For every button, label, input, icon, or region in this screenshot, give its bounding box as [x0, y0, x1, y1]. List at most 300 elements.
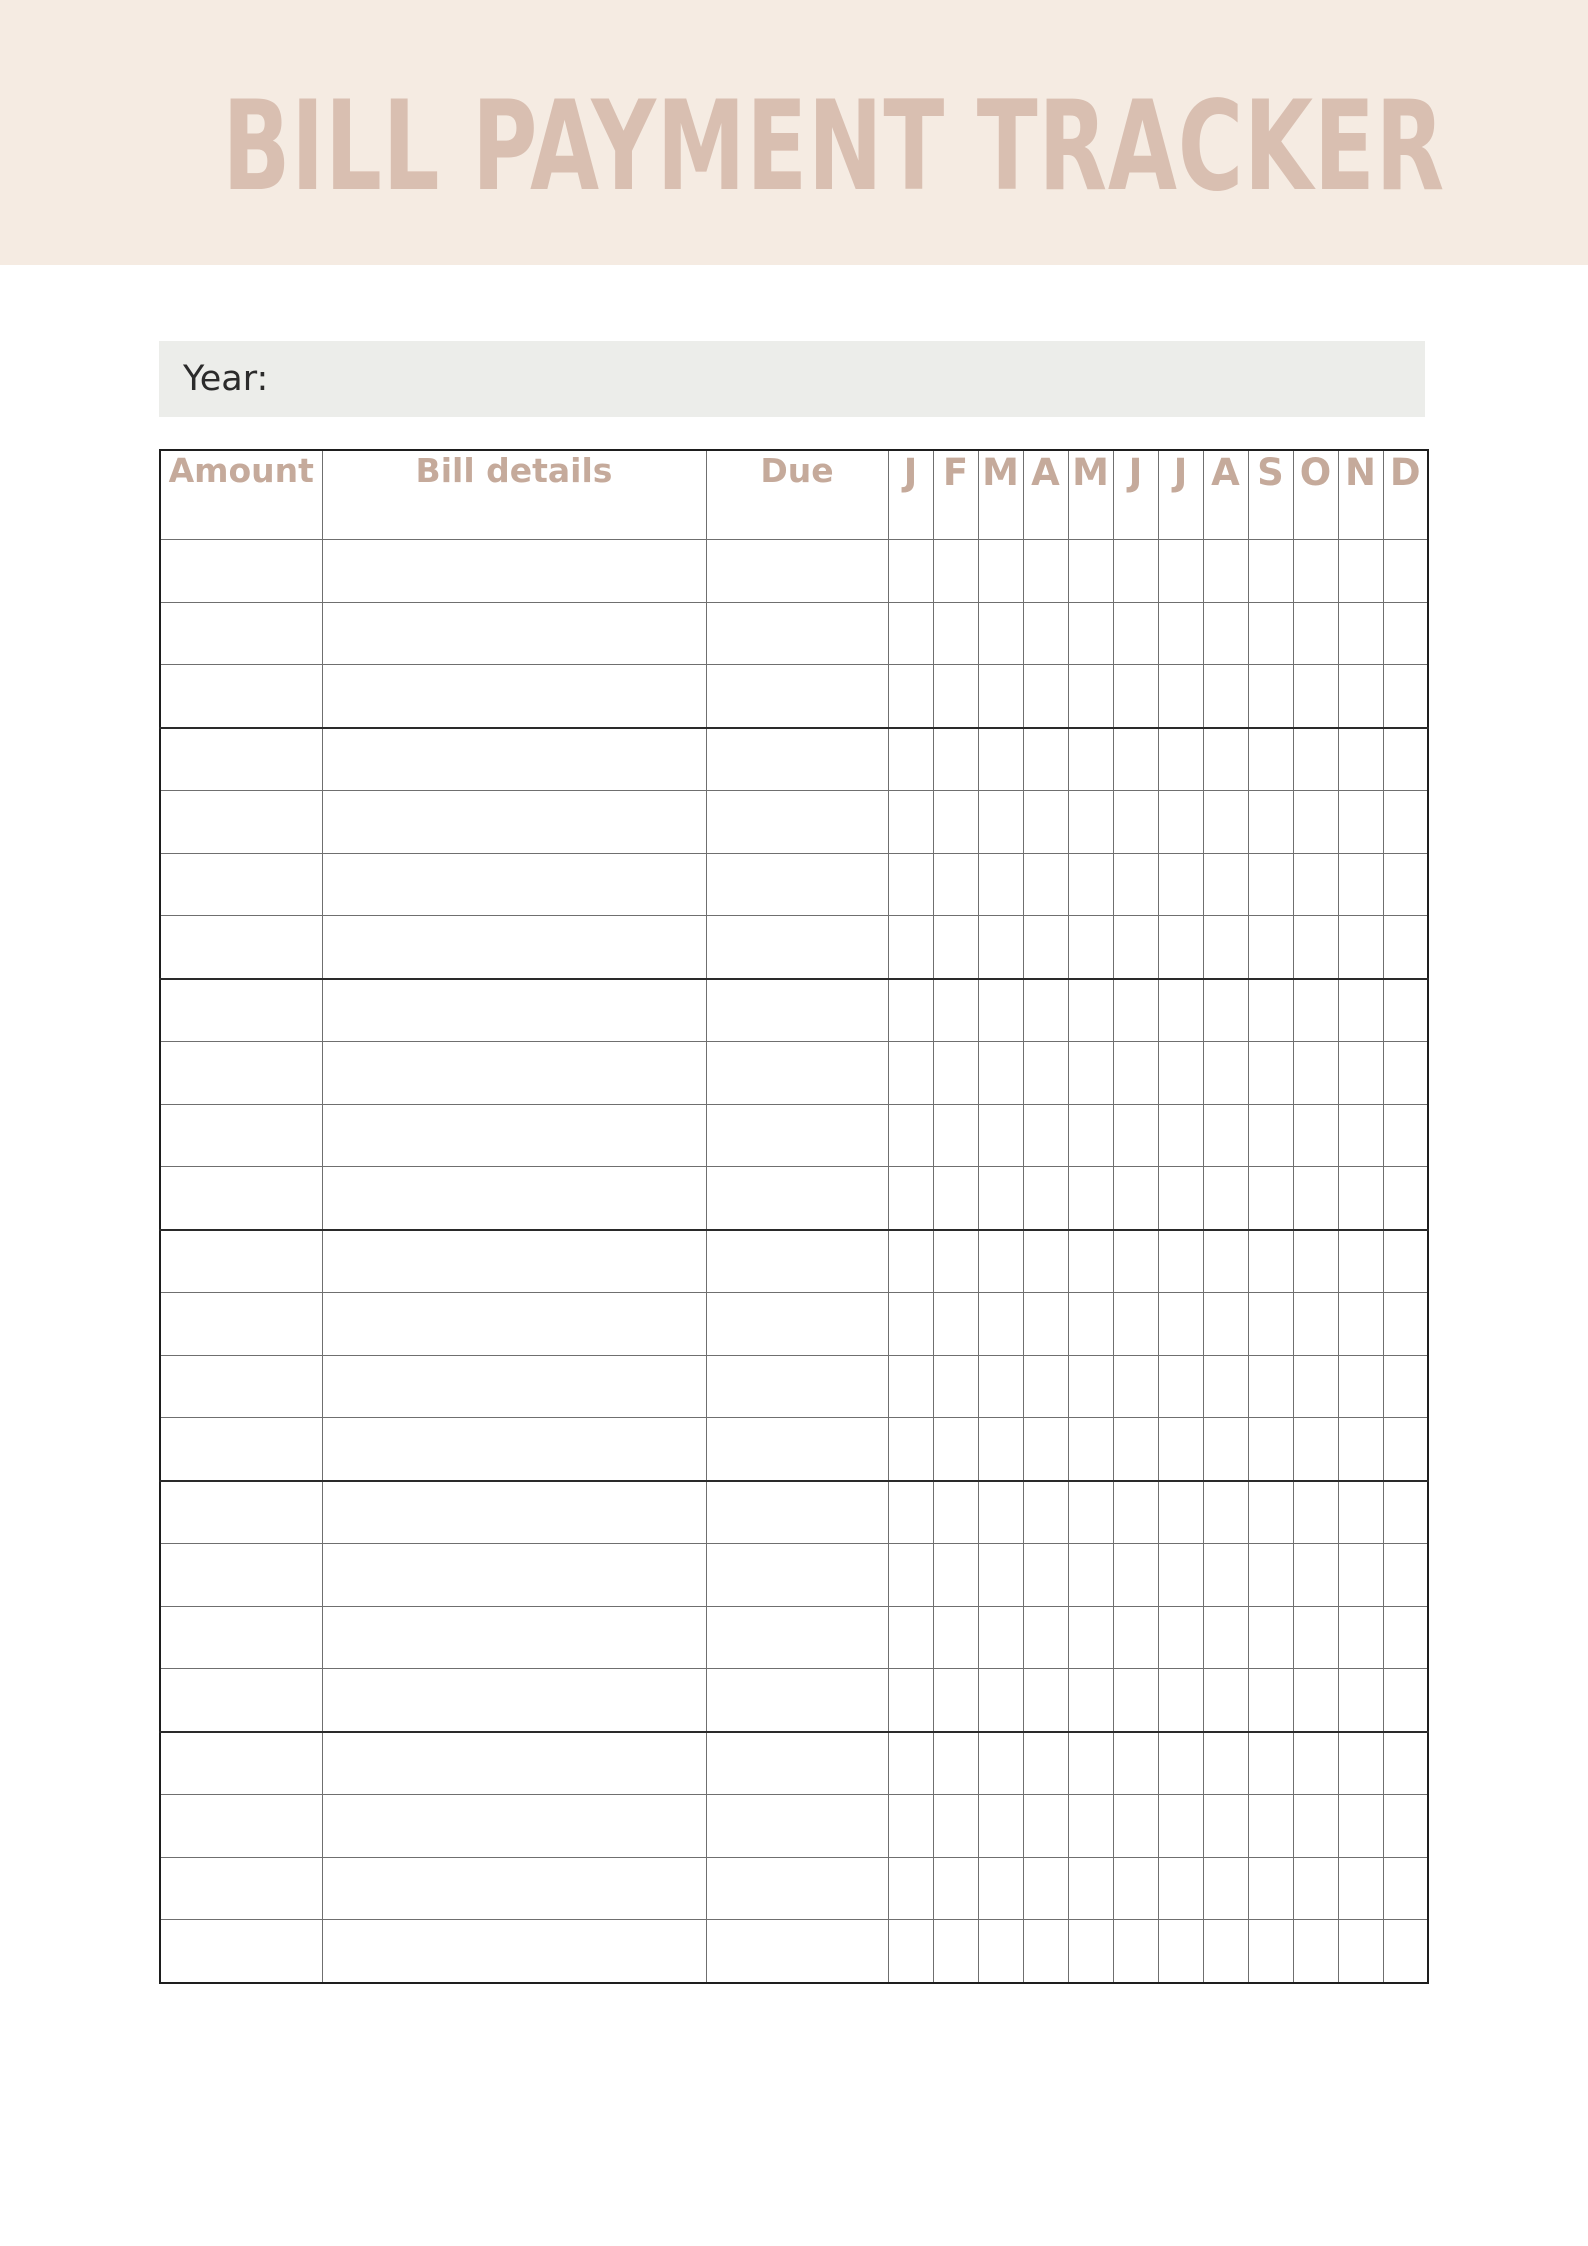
month-check-cell[interactable]	[1158, 1418, 1203, 1481]
month-check-cell[interactable]	[1068, 1857, 1113, 1920]
month-check-cell[interactable]	[1113, 916, 1158, 979]
month-check-cell[interactable]	[1068, 853, 1113, 916]
month-check-cell[interactable]	[1338, 1042, 1383, 1105]
month-check-cell[interactable]	[1248, 1795, 1293, 1858]
month-check-cell[interactable]	[1293, 1355, 1338, 1418]
month-check-cell[interactable]	[978, 1732, 1023, 1795]
month-check-cell[interactable]	[1293, 1481, 1338, 1544]
month-check-cell[interactable]	[1068, 665, 1113, 728]
month-check-cell[interactable]	[1158, 1669, 1203, 1732]
due-cell[interactable]	[706, 1418, 888, 1481]
month-check-cell[interactable]	[1338, 916, 1383, 979]
month-check-cell[interactable]	[1113, 1795, 1158, 1858]
month-check-cell[interactable]	[1068, 1355, 1113, 1418]
month-check-cell[interactable]	[1113, 1042, 1158, 1105]
month-check-cell[interactable]	[1203, 1606, 1248, 1669]
due-cell[interactable]	[706, 1544, 888, 1607]
month-check-cell[interactable]	[1248, 1042, 1293, 1105]
month-check-cell[interactable]	[978, 1042, 1023, 1105]
month-check-cell[interactable]	[1248, 1857, 1293, 1920]
month-check-cell[interactable]	[1203, 853, 1248, 916]
month-check-cell[interactable]	[1203, 979, 1248, 1042]
month-check-cell[interactable]	[1113, 665, 1158, 728]
month-check-cell[interactable]	[1158, 1355, 1203, 1418]
amount-cell[interactable]	[160, 1606, 322, 1669]
month-check-cell[interactable]	[1068, 916, 1113, 979]
month-check-cell[interactable]	[1338, 1293, 1383, 1356]
month-check-cell[interactable]	[888, 1669, 933, 1732]
month-check-cell[interactable]	[1293, 791, 1338, 854]
month-check-cell[interactable]	[1023, 728, 1068, 791]
month-check-cell[interactable]	[1158, 1230, 1203, 1293]
month-check-cell[interactable]	[1338, 1481, 1383, 1544]
month-check-cell[interactable]	[933, 665, 978, 728]
month-check-cell[interactable]	[1203, 1418, 1248, 1481]
month-check-cell[interactable]	[888, 1293, 933, 1356]
month-check-cell[interactable]	[1383, 1355, 1428, 1418]
month-check-cell[interactable]	[1113, 1167, 1158, 1230]
month-check-cell[interactable]	[1203, 1104, 1248, 1167]
month-check-cell[interactable]	[1023, 1104, 1068, 1167]
month-check-cell[interactable]	[1158, 1481, 1203, 1544]
month-check-cell[interactable]	[1158, 916, 1203, 979]
amount-cell[interactable]	[160, 1795, 322, 1858]
month-check-cell[interactable]	[888, 1418, 933, 1481]
month-check-cell[interactable]	[1293, 979, 1338, 1042]
month-check-cell[interactable]	[978, 1481, 1023, 1544]
month-check-cell[interactable]	[1113, 1606, 1158, 1669]
amount-cell[interactable]	[160, 791, 322, 854]
month-check-cell[interactable]	[978, 1606, 1023, 1669]
month-check-cell[interactable]	[1293, 728, 1338, 791]
due-cell[interactable]	[706, 1042, 888, 1105]
due-cell[interactable]	[706, 540, 888, 603]
month-check-cell[interactable]	[888, 1795, 933, 1858]
month-check-cell[interactable]	[888, 1732, 933, 1795]
month-check-cell[interactable]	[1158, 1042, 1203, 1105]
bill-details-cell[interactable]	[322, 1230, 706, 1293]
bill-details-cell[interactable]	[322, 1920, 706, 1983]
month-check-cell[interactable]	[1293, 1167, 1338, 1230]
bill-details-cell[interactable]	[322, 1167, 706, 1230]
amount-cell[interactable]	[160, 1669, 322, 1732]
month-check-cell[interactable]	[888, 1920, 933, 1983]
month-check-cell[interactable]	[933, 1481, 978, 1544]
month-check-cell[interactable]	[1248, 1418, 1293, 1481]
month-check-cell[interactable]	[1203, 1230, 1248, 1293]
month-check-cell[interactable]	[1023, 1481, 1068, 1544]
month-check-cell[interactable]	[978, 1920, 1023, 1983]
month-check-cell[interactable]	[1158, 791, 1203, 854]
month-check-cell[interactable]	[1248, 1355, 1293, 1418]
bill-details-cell[interactable]	[322, 1669, 706, 1732]
month-check-cell[interactable]	[1023, 979, 1068, 1042]
month-check-cell[interactable]	[1158, 1606, 1203, 1669]
month-check-cell[interactable]	[978, 1167, 1023, 1230]
amount-cell[interactable]	[160, 602, 322, 665]
month-check-cell[interactable]	[1338, 853, 1383, 916]
amount-cell[interactable]	[160, 1167, 322, 1230]
month-check-cell[interactable]	[1203, 1920, 1248, 1983]
due-cell[interactable]	[706, 1795, 888, 1858]
due-cell[interactable]	[706, 979, 888, 1042]
month-check-cell[interactable]	[1023, 1418, 1068, 1481]
bill-details-cell[interactable]	[322, 1606, 706, 1669]
month-check-cell[interactable]	[1338, 540, 1383, 603]
bill-details-cell[interactable]	[322, 665, 706, 728]
month-check-cell[interactable]	[1338, 1230, 1383, 1293]
month-check-cell[interactable]	[1293, 665, 1338, 728]
month-check-cell[interactable]	[978, 1230, 1023, 1293]
month-check-cell[interactable]	[1113, 1418, 1158, 1481]
month-check-cell[interactable]	[933, 1042, 978, 1105]
month-check-cell[interactable]	[1293, 1606, 1338, 1669]
month-check-cell[interactable]	[1293, 1920, 1338, 1983]
month-check-cell[interactable]	[933, 1544, 978, 1607]
bill-details-cell[interactable]	[322, 1293, 706, 1356]
month-check-cell[interactable]	[1023, 1230, 1068, 1293]
month-check-cell[interactable]	[1113, 1355, 1158, 1418]
month-check-cell[interactable]	[933, 1795, 978, 1858]
month-check-cell[interactable]	[978, 540, 1023, 603]
month-check-cell[interactable]	[1113, 1920, 1158, 1983]
month-check-cell[interactable]	[1383, 916, 1428, 979]
month-check-cell[interactable]	[933, 853, 978, 916]
month-check-cell[interactable]	[933, 1920, 978, 1983]
month-check-cell[interactable]	[1293, 1418, 1338, 1481]
due-cell[interactable]	[706, 1732, 888, 1795]
month-check-cell[interactable]	[933, 1669, 978, 1732]
month-check-cell[interactable]	[1068, 1042, 1113, 1105]
bill-details-cell[interactable]	[322, 1418, 706, 1481]
month-check-cell[interactable]	[1158, 1920, 1203, 1983]
month-check-cell[interactable]	[888, 1544, 933, 1607]
month-check-cell[interactable]	[1158, 979, 1203, 1042]
month-check-cell[interactable]	[1113, 540, 1158, 603]
month-check-cell[interactable]	[1113, 1481, 1158, 1544]
month-check-cell[interactable]	[933, 1230, 978, 1293]
month-check-cell[interactable]	[1203, 916, 1248, 979]
month-check-cell[interactable]	[1023, 791, 1068, 854]
month-check-cell[interactable]	[1383, 1230, 1428, 1293]
month-check-cell[interactable]	[1293, 1042, 1338, 1105]
month-check-cell[interactable]	[888, 1167, 933, 1230]
month-check-cell[interactable]	[1203, 728, 1248, 791]
month-check-cell[interactable]	[1158, 540, 1203, 603]
month-check-cell[interactable]	[1023, 1795, 1068, 1858]
month-check-cell[interactable]	[1023, 1920, 1068, 1983]
month-check-cell[interactable]	[1383, 540, 1428, 603]
month-check-cell[interactable]	[1158, 602, 1203, 665]
bill-details-cell[interactable]	[322, 1795, 706, 1858]
month-check-cell[interactable]	[888, 1104, 933, 1167]
month-check-cell[interactable]	[1158, 728, 1203, 791]
month-check-cell[interactable]	[1293, 916, 1338, 979]
month-check-cell[interactable]	[1383, 1606, 1428, 1669]
month-check-cell[interactable]	[1203, 540, 1248, 603]
month-check-cell[interactable]	[1383, 1104, 1428, 1167]
month-check-cell[interactable]	[978, 979, 1023, 1042]
month-check-cell[interactable]	[978, 1669, 1023, 1732]
month-check-cell[interactable]	[1338, 1418, 1383, 1481]
month-check-cell[interactable]	[933, 791, 978, 854]
month-check-cell[interactable]	[1338, 1732, 1383, 1795]
month-check-cell[interactable]	[1023, 1606, 1068, 1669]
month-check-cell[interactable]	[978, 1418, 1023, 1481]
month-check-cell[interactable]	[933, 728, 978, 791]
month-check-cell[interactable]	[1068, 791, 1113, 854]
amount-cell[interactable]	[160, 979, 322, 1042]
month-check-cell[interactable]	[933, 602, 978, 665]
month-check-cell[interactable]	[1338, 791, 1383, 854]
month-check-cell[interactable]	[1383, 1544, 1428, 1607]
amount-cell[interactable]	[160, 540, 322, 603]
month-check-cell[interactable]	[1023, 665, 1068, 728]
month-check-cell[interactable]	[1023, 916, 1068, 979]
month-check-cell[interactable]	[1023, 1732, 1068, 1795]
month-check-cell[interactable]	[1158, 1104, 1203, 1167]
month-check-cell[interactable]	[1293, 1104, 1338, 1167]
month-check-cell[interactable]	[1113, 1669, 1158, 1732]
bill-details-cell[interactable]	[322, 1355, 706, 1418]
month-check-cell[interactable]	[933, 1606, 978, 1669]
month-check-cell[interactable]	[888, 1042, 933, 1105]
due-cell[interactable]	[706, 791, 888, 854]
due-cell[interactable]	[706, 602, 888, 665]
month-check-cell[interactable]	[1158, 1293, 1203, 1356]
month-check-cell[interactable]	[1248, 1104, 1293, 1167]
month-check-cell[interactable]	[1068, 979, 1113, 1042]
month-check-cell[interactable]	[1203, 1732, 1248, 1795]
month-check-cell[interactable]	[1248, 1920, 1293, 1983]
amount-cell[interactable]	[160, 1418, 322, 1481]
month-check-cell[interactable]	[978, 602, 1023, 665]
month-check-cell[interactable]	[1248, 791, 1293, 854]
month-check-cell[interactable]	[1068, 1795, 1113, 1858]
month-check-cell[interactable]	[1203, 602, 1248, 665]
month-check-cell[interactable]	[1383, 1732, 1428, 1795]
month-check-cell[interactable]	[978, 1544, 1023, 1607]
month-check-cell[interactable]	[1383, 853, 1428, 916]
month-check-cell[interactable]	[1203, 1355, 1248, 1418]
month-check-cell[interactable]	[888, 665, 933, 728]
month-check-cell[interactable]	[1248, 665, 1293, 728]
month-check-cell[interactable]	[1383, 602, 1428, 665]
due-cell[interactable]	[706, 1355, 888, 1418]
month-check-cell[interactable]	[1203, 791, 1248, 854]
month-check-cell[interactable]	[1338, 1167, 1383, 1230]
month-check-cell[interactable]	[1338, 1920, 1383, 1983]
month-check-cell[interactable]	[1068, 1167, 1113, 1230]
month-check-cell[interactable]	[1383, 1481, 1428, 1544]
month-check-cell[interactable]	[978, 665, 1023, 728]
month-check-cell[interactable]	[1113, 1293, 1158, 1356]
amount-cell[interactable]	[160, 1544, 322, 1607]
month-check-cell[interactable]	[1068, 1544, 1113, 1607]
month-check-cell[interactable]	[1203, 1669, 1248, 1732]
month-check-cell[interactable]	[978, 1293, 1023, 1356]
month-check-cell[interactable]	[1023, 1857, 1068, 1920]
month-check-cell[interactable]	[933, 1418, 978, 1481]
month-check-cell[interactable]	[933, 540, 978, 603]
year-field[interactable]	[159, 341, 1425, 417]
month-check-cell[interactable]	[933, 979, 978, 1042]
month-check-cell[interactable]	[1068, 1732, 1113, 1795]
month-check-cell[interactable]	[1248, 916, 1293, 979]
month-check-cell[interactable]	[1248, 853, 1293, 916]
month-check-cell[interactable]	[1338, 979, 1383, 1042]
month-check-cell[interactable]	[1383, 1795, 1428, 1858]
month-check-cell[interactable]	[1383, 1669, 1428, 1732]
due-cell[interactable]	[706, 1104, 888, 1167]
month-check-cell[interactable]	[1203, 1857, 1248, 1920]
month-check-cell[interactable]	[1158, 665, 1203, 728]
amount-cell[interactable]	[160, 1857, 322, 1920]
month-check-cell[interactable]	[1158, 1544, 1203, 1607]
month-check-cell[interactable]	[1293, 1544, 1338, 1607]
month-check-cell[interactable]	[1203, 665, 1248, 728]
month-check-cell[interactable]	[1383, 1418, 1428, 1481]
month-check-cell[interactable]	[1248, 1293, 1293, 1356]
month-check-cell[interactable]	[1203, 1293, 1248, 1356]
amount-cell[interactable]	[160, 665, 322, 728]
month-check-cell[interactable]	[978, 1857, 1023, 1920]
month-check-cell[interactable]	[888, 853, 933, 916]
amount-cell[interactable]	[160, 1104, 322, 1167]
amount-cell[interactable]	[160, 728, 322, 791]
month-check-cell[interactable]	[1248, 1606, 1293, 1669]
month-check-cell[interactable]	[1248, 1732, 1293, 1795]
amount-cell[interactable]	[160, 1042, 322, 1105]
month-check-cell[interactable]	[933, 916, 978, 979]
amount-cell[interactable]	[160, 1355, 322, 1418]
bill-details-cell[interactable]	[322, 728, 706, 791]
month-check-cell[interactable]	[1203, 1481, 1248, 1544]
month-check-cell[interactable]	[1068, 1606, 1113, 1669]
month-check-cell[interactable]	[978, 916, 1023, 979]
month-check-cell[interactable]	[1023, 1042, 1068, 1105]
month-check-cell[interactable]	[978, 791, 1023, 854]
due-cell[interactable]	[706, 853, 888, 916]
month-check-cell[interactable]	[1023, 1293, 1068, 1356]
month-check-cell[interactable]	[1293, 540, 1338, 603]
month-check-cell[interactable]	[933, 1355, 978, 1418]
month-check-cell[interactable]	[1158, 1167, 1203, 1230]
month-check-cell[interactable]	[1068, 1481, 1113, 1544]
due-cell[interactable]	[706, 1857, 888, 1920]
bill-details-cell[interactable]	[322, 853, 706, 916]
month-check-cell[interactable]	[1113, 1104, 1158, 1167]
month-check-cell[interactable]	[1113, 1857, 1158, 1920]
due-cell[interactable]	[706, 1293, 888, 1356]
amount-cell[interactable]	[160, 1732, 322, 1795]
month-check-cell[interactable]	[1383, 1167, 1428, 1230]
month-check-cell[interactable]	[1113, 791, 1158, 854]
month-check-cell[interactable]	[888, 1857, 933, 1920]
month-check-cell[interactable]	[1383, 979, 1428, 1042]
month-check-cell[interactable]	[1068, 1920, 1113, 1983]
month-check-cell[interactable]	[888, 916, 933, 979]
month-check-cell[interactable]	[1068, 728, 1113, 791]
month-check-cell[interactable]	[1383, 665, 1428, 728]
due-cell[interactable]	[706, 1920, 888, 1983]
month-check-cell[interactable]	[1248, 1230, 1293, 1293]
month-check-cell[interactable]	[1023, 1355, 1068, 1418]
month-check-cell[interactable]	[1338, 665, 1383, 728]
month-check-cell[interactable]	[1338, 602, 1383, 665]
amount-cell[interactable]	[160, 1230, 322, 1293]
month-check-cell[interactable]	[1293, 853, 1338, 916]
month-check-cell[interactable]	[1383, 1920, 1428, 1983]
month-check-cell[interactable]	[1338, 1544, 1383, 1607]
due-cell[interactable]	[706, 728, 888, 791]
due-cell[interactable]	[706, 1606, 888, 1669]
month-check-cell[interactable]	[1023, 853, 1068, 916]
month-check-cell[interactable]	[1068, 540, 1113, 603]
month-check-cell[interactable]	[1293, 1293, 1338, 1356]
month-check-cell[interactable]	[1023, 602, 1068, 665]
amount-cell[interactable]	[160, 1293, 322, 1356]
month-check-cell[interactable]	[1113, 602, 1158, 665]
month-check-cell[interactable]	[978, 1104, 1023, 1167]
bill-details-cell[interactable]	[322, 1857, 706, 1920]
month-check-cell[interactable]	[933, 1293, 978, 1356]
month-check-cell[interactable]	[1248, 1481, 1293, 1544]
month-check-cell[interactable]	[1293, 1230, 1338, 1293]
month-check-cell[interactable]	[1068, 1418, 1113, 1481]
month-check-cell[interactable]	[888, 1230, 933, 1293]
bill-details-cell[interactable]	[322, 916, 706, 979]
due-cell[interactable]	[706, 665, 888, 728]
month-check-cell[interactable]	[1113, 853, 1158, 916]
month-check-cell[interactable]	[1248, 1167, 1293, 1230]
month-check-cell[interactable]	[1248, 540, 1293, 603]
month-check-cell[interactable]	[1338, 1104, 1383, 1167]
amount-cell[interactable]	[160, 853, 322, 916]
month-check-cell[interactable]	[1383, 1293, 1428, 1356]
month-check-cell[interactable]	[888, 728, 933, 791]
month-check-cell[interactable]	[1023, 1167, 1068, 1230]
month-check-cell[interactable]	[1113, 979, 1158, 1042]
month-check-cell[interactable]	[1383, 791, 1428, 854]
bill-details-cell[interactable]	[322, 602, 706, 665]
month-check-cell[interactable]	[1338, 1857, 1383, 1920]
month-check-cell[interactable]	[1338, 1355, 1383, 1418]
month-check-cell[interactable]	[1338, 1669, 1383, 1732]
month-check-cell[interactable]	[1248, 1544, 1293, 1607]
month-check-cell[interactable]	[1293, 1732, 1338, 1795]
due-cell[interactable]	[706, 916, 888, 979]
month-check-cell[interactable]	[1203, 1042, 1248, 1105]
month-check-cell[interactable]	[888, 1481, 933, 1544]
due-cell[interactable]	[706, 1230, 888, 1293]
month-check-cell[interactable]	[1158, 1732, 1203, 1795]
amount-cell[interactable]	[160, 1920, 322, 1983]
bill-details-cell[interactable]	[322, 979, 706, 1042]
month-check-cell[interactable]	[1158, 1857, 1203, 1920]
month-check-cell[interactable]	[1068, 602, 1113, 665]
bill-details-cell[interactable]	[322, 1042, 706, 1105]
due-cell[interactable]	[706, 1481, 888, 1544]
month-check-cell[interactable]	[978, 728, 1023, 791]
month-check-cell[interactable]	[933, 1732, 978, 1795]
month-check-cell[interactable]	[1383, 728, 1428, 791]
month-check-cell[interactable]	[1113, 1544, 1158, 1607]
month-check-cell[interactable]	[1383, 1857, 1428, 1920]
amount-cell[interactable]	[160, 1481, 322, 1544]
bill-details-cell[interactable]	[322, 791, 706, 854]
month-check-cell[interactable]	[888, 791, 933, 854]
